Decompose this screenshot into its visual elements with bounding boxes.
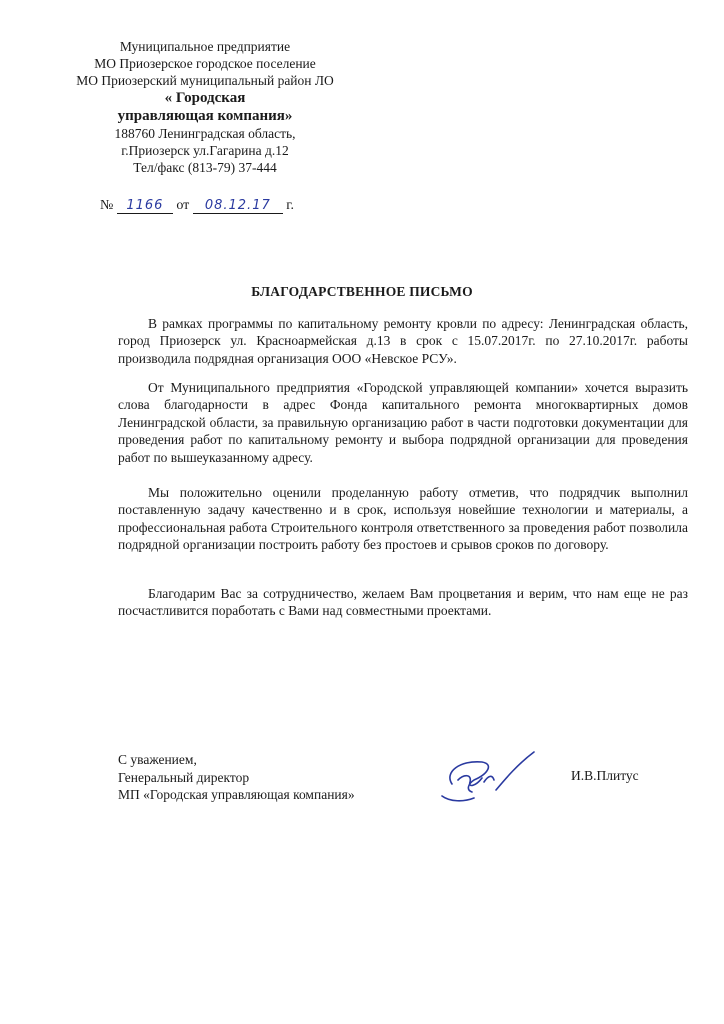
closing-text: С уважением, <box>118 752 197 767</box>
letterhead-line-3: МО Приозерский муниципальный район ЛО <box>76 73 334 88</box>
registration-date: 08.12.17 <box>193 198 283 214</box>
letterhead-line-1: Муниципальное предприятие <box>119 39 291 54</box>
paragraph-1: В рамках программы по капитальному ремонту кровли по адресу: Ленинградская область, город Приозерск ул. Красноармейская д.13 в срок с 15.07.2017г. по 27.10.2017г. работы производила подрядная организация ООО «Невское РСУ». <box>118 316 688 366</box>
address-line-2: г.Приозерск ул.Гагарина д.12 <box>121 143 289 158</box>
phone-line: Тел/факс (813-79) 37-444 <box>133 160 277 175</box>
registration-line <box>100 198 294 214</box>
paragraph-4: Благодарим Вас за сотрудничество, желаем Вам процветания и верим, что нам еще не раз посчастливится поработать с Вами над совместными проектами. <box>118 586 688 619</box>
signer-position: Генеральный директор <box>118 769 250 785</box>
signature-block <box>118 751 355 804</box>
org-name-line-2: управляющая компания» <box>117 108 293 124</box>
letterhead <box>60 38 350 176</box>
letter-title: БЛАГОДАРСТВЕННОЕ ПИСЬМО <box>251 284 473 299</box>
paragraph-3: Мы положительно оценили проделанную работу отметив, что подрядчик выполнил поставленную задачу качественно и в срок, используя новейшие технологии и материалы, а профессиональная работа Строительного контроля ответственного за проведения работ позволила подрядной организации построить работу без простоев и срывов сроков по договору. <box>118 485 688 553</box>
registration-number: 1166 <box>117 198 173 214</box>
org-name-line-1: « Городская <box>164 90 246 106</box>
signer-name: И.В.Плитус <box>571 768 639 783</box>
address-line-1: 188760 Ленинградская область, <box>114 126 296 141</box>
year-suffix: г. <box>286 198 294 213</box>
date-label: от <box>176 198 190 213</box>
handwritten-signature-icon <box>430 744 550 814</box>
number-label: № <box>100 198 114 213</box>
paragraph-2: От Муниципального предприятия «Городской управляющей компании» хочется выразить слова благодарности в адрес Фонда капитального ремонта многоквартирных домов Ленинградской области, за правильную организацию работ в части подготовки документации для проведения работ по капитальному ремонту и выбора подрядной организации для проведения работ по вышеуказанному адресу. <box>118 380 688 465</box>
letterhead-line-2: МО Приозерское городское поселение <box>94 56 316 71</box>
signature-stroke <box>442 752 534 801</box>
signer-organization: МП «Городская управляющая компания» <box>118 787 355 802</box>
